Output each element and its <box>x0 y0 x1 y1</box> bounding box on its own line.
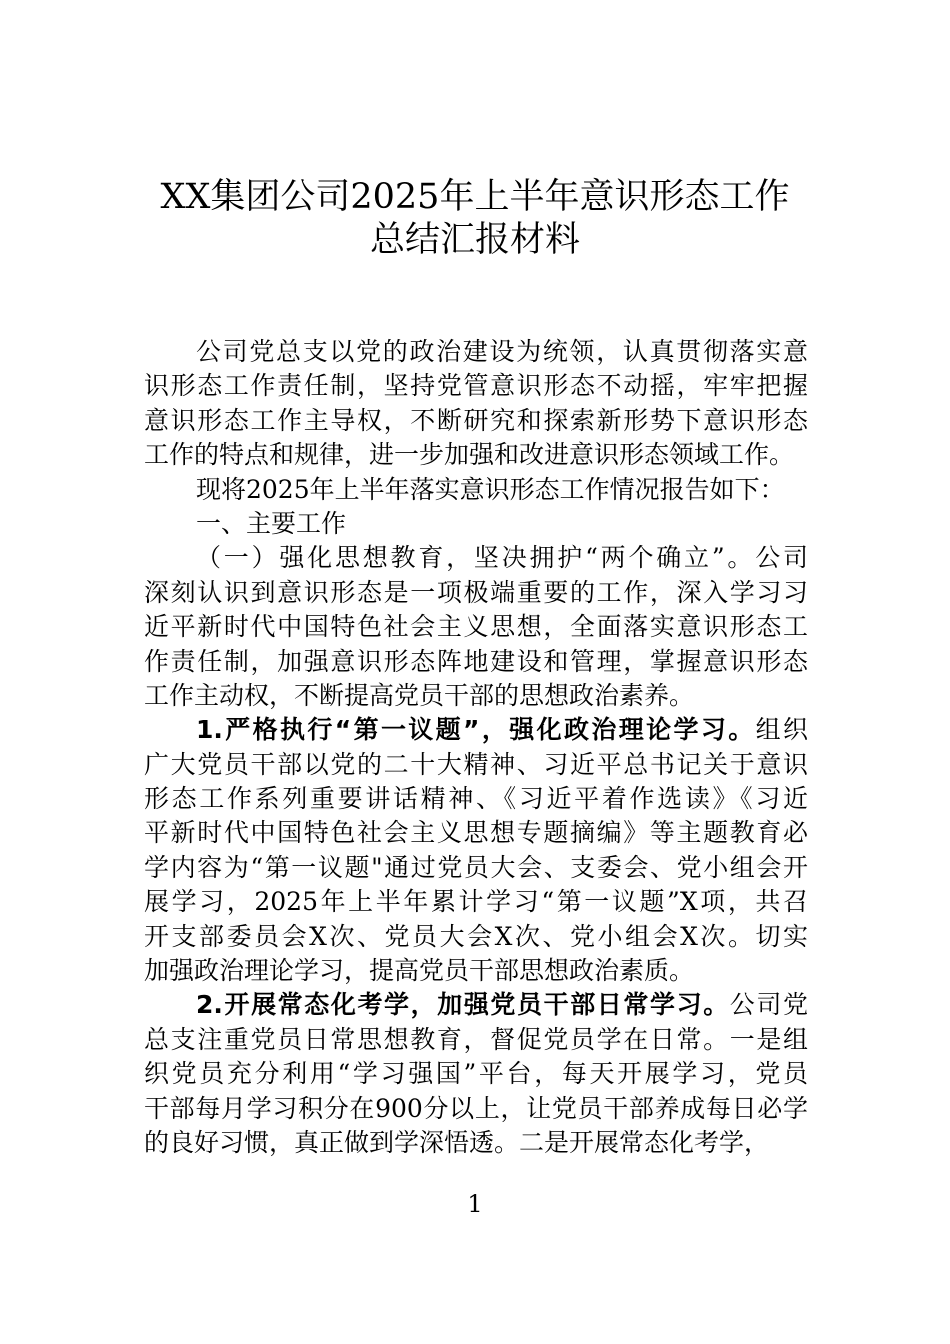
text-line <box>144 748 808 782</box>
text-line <box>144 885 808 919</box>
text-line <box>144 1092 808 1126</box>
text-line <box>144 988 808 1022</box>
line-text: 公司党 <box>729 990 808 1020</box>
text-line <box>144 713 808 747</box>
text-line <box>144 507 808 541</box>
line-text: 加强政治理论学习，提高党员干部思想政治素质。 <box>144 956 695 986</box>
line-text: 工作主动权，不断提高党员干部的思想政治素养。 <box>144 680 695 710</box>
text-line <box>144 541 808 575</box>
line-text: 作责任制，加强意识形态阵地建设和管理，掌握意识形态 <box>144 646 808 676</box>
document-body <box>144 335 808 1160</box>
paragraph <box>144 988 808 1160</box>
text-line <box>144 816 808 850</box>
text-line <box>144 576 808 610</box>
paragraph <box>144 335 808 473</box>
line-text: 组织 <box>755 715 808 745</box>
line-text: 公司党总支以党的政治建设为统领，认真贯彻落实意 <box>196 337 808 366</box>
text-line <box>144 610 808 644</box>
paragraph <box>144 541 808 713</box>
paragraph <box>144 473 808 507</box>
paragraph-heading: 1.严格执行“第一议题”，强化政治理论学习。 <box>196 715 756 745</box>
text-line <box>144 679 808 713</box>
line-text: 的良好习惯，真正做到学深悟透。二是开展常态化考学， <box>144 1127 770 1157</box>
line-text: 深刻认识到意识形态是一项极端重要的工作，深入学习习 <box>144 577 808 607</box>
line-text: （一）强化思想教育，坚决拥护“两个确立”。公司 <box>196 543 808 573</box>
page-number: 1 <box>467 1190 483 1218</box>
line-text: 识形态工作责任制，坚持党管意识形态不动摇，牢牢把握 <box>144 371 808 401</box>
text-line <box>144 920 808 954</box>
text-line <box>144 473 808 507</box>
line-text: 广大党员干部以党的二十大精神、习近平总书记关于意识 <box>144 749 808 779</box>
text-line <box>144 1057 808 1091</box>
text-line <box>144 438 808 472</box>
line-text: 织党员充分利用“学习强国”平台，每天开展学习，党员 <box>144 1059 808 1089</box>
line-text: 形态工作系列重要讲话精神、《习近平着作选读》《习近 <box>144 784 808 814</box>
line-text: 学内容为“第一议题"通过党员大会、支委会、党小组会开 <box>144 852 808 882</box>
line-text: 干部每月学习积分在900分以上，让党员干部养成每日必学 <box>144 1093 808 1123</box>
line-text: 现将2025年上半年落实意识形态工作情况报告如下： <box>196 474 785 504</box>
text-line <box>144 645 808 679</box>
document-title-line-2: 总结汇报材料 <box>369 220 580 260</box>
text-line <box>144 369 808 403</box>
line-text: 一、主要工作 <box>196 508 347 538</box>
text-line <box>144 1126 808 1160</box>
paragraph-heading: 2.开展常态化考学，加强党员干部日常学习。 <box>196 990 730 1020</box>
line-text: 近平新时代中国特色社会主义思想，全面落实意识形态工 <box>144 612 808 642</box>
line-text: 意识形态工作主导权，不断研究和探索新形势下意识形态 <box>144 405 808 435</box>
text-line <box>144 851 808 885</box>
paragraph <box>144 713 808 988</box>
text-line <box>144 1023 808 1057</box>
text-line <box>144 954 808 988</box>
text-line <box>144 335 808 369</box>
paragraph <box>144 507 808 541</box>
text-line <box>144 404 808 438</box>
document-title-line-1: XX集团公司2025年上半年意识形态工作 <box>160 177 790 217</box>
line-text: 总支注重党员日常思想教育，督促党员学在日常。一是组 <box>144 1024 808 1054</box>
line-text: 展学习，2025年上半年累计学习“第一议题”X项，共召 <box>144 887 808 917</box>
line-text: 工作的特点和规律，进一步加强和改进意识形态领域工作。 <box>144 440 795 470</box>
text-line <box>144 782 808 816</box>
line-text: 平新时代中国特色社会主义思想专题摘编》等主题教育必 <box>144 818 808 848</box>
line-text: 开支部委员会X次、党员大会X次、党小组会X次。切实 <box>144 921 808 951</box>
